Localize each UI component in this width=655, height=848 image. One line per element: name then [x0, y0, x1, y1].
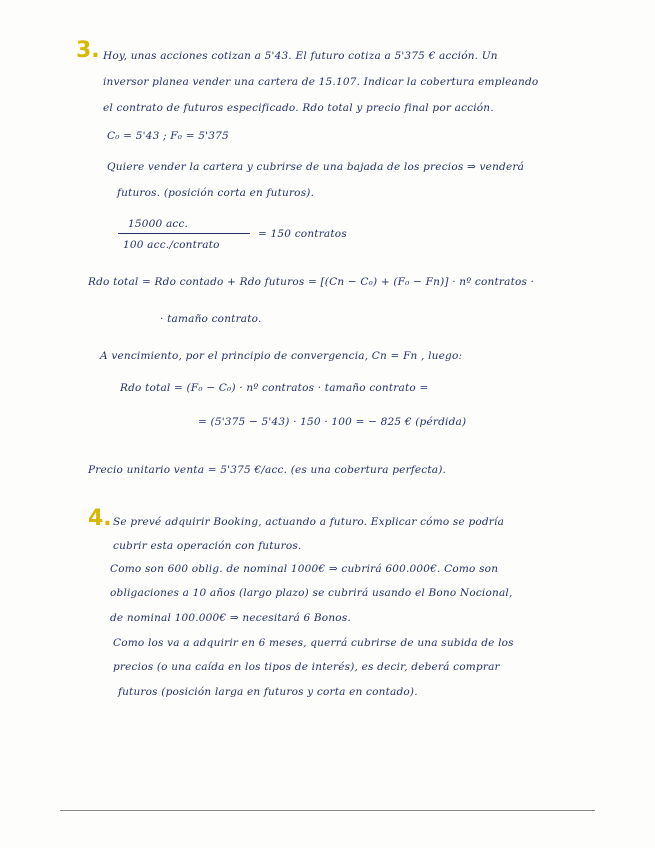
- page-bottom-edge: [60, 810, 595, 811]
- calc-line-2: = (5'375 − 5'43) · 150 · 100 = − 825 € (pérdida): [198, 416, 467, 428]
- rdo-total-line-1: Rdo total = Rdo contado + Rdo futuros = [(Cn − C₀) + (F₀ − Fn)] · nº contratos ·: [88, 276, 535, 288]
- fraction-bar: [118, 233, 250, 234]
- section-4-line-8: futuros (posición larga en futuros y corta en contado).: [118, 686, 418, 698]
- section-4-number: 4.: [88, 506, 112, 531]
- section-4-line-6: Como los va a adquirir en 6 meses, querrá cubrirse de una subida de los: [113, 637, 514, 649]
- section-3-line-6: futuros. (posición corta en futuros).: [117, 187, 315, 199]
- section-3-line-5: Quiere vender la cartera y cubrirse de una bajada de los precios ⇒ venderá: [107, 161, 525, 173]
- section-3-given-values: C₀ = 5'43 ; F₀ = 5'375: [107, 130, 229, 142]
- unit-price-line: Precio unitario venta = 5'375 €/acc. (es una cobertura perfecta).: [88, 464, 447, 476]
- section-4-line-4: obligaciones a 10 años (largo plazo) se cubrirá usando el Bono Nocional,: [110, 587, 513, 599]
- section-4-line-5: de nominal 100.000€ ⇒ necesitará 6 Bonos.: [110, 612, 351, 624]
- fraction-numerator: 15000 acc.: [128, 218, 189, 230]
- fraction-result: = 150 contratos: [258, 228, 347, 240]
- section-4-line-3: Como son 600 oblig. de nominal 1000€ ⇒ cubrirá 600.000€. Como son: [110, 563, 499, 575]
- section-3-line-1: Hoy, unas acciones cotizan a 5'43. El futuro cotiza a 5'375 € acción. Un: [103, 50, 498, 62]
- convergence-line: A vencimiento, por el principio de convergencia, Cn = Fn , luego:: [100, 350, 463, 362]
- section-4-line-2: cubrir esta operación con futuros.: [113, 540, 302, 552]
- section-3-line-2: inversor planea vender una cartera de 15.107. Indicar la cobertura empleando: [103, 76, 539, 88]
- section-4-line-1: Se prevé adquirir Booking, actuando a futuro. Explicar cómo se podría: [113, 516, 505, 528]
- calc-line-1: Rdo total = (F₀ − C₀) · nº contratos · tamaño contrato =: [120, 382, 429, 394]
- section-3-number: 3.: [76, 38, 100, 63]
- section-4-line-7: precios (o una caída en los tipos de interés), es decir, deberá comprar: [113, 661, 500, 673]
- section-3-line-3: el contrato de futuros especificado. Rdo total y precio final por acción.: [103, 102, 494, 114]
- fraction-denominator: 100 acc./contrato: [123, 239, 220, 251]
- rdo-total-line-2: · tamaño contrato.: [160, 313, 262, 325]
